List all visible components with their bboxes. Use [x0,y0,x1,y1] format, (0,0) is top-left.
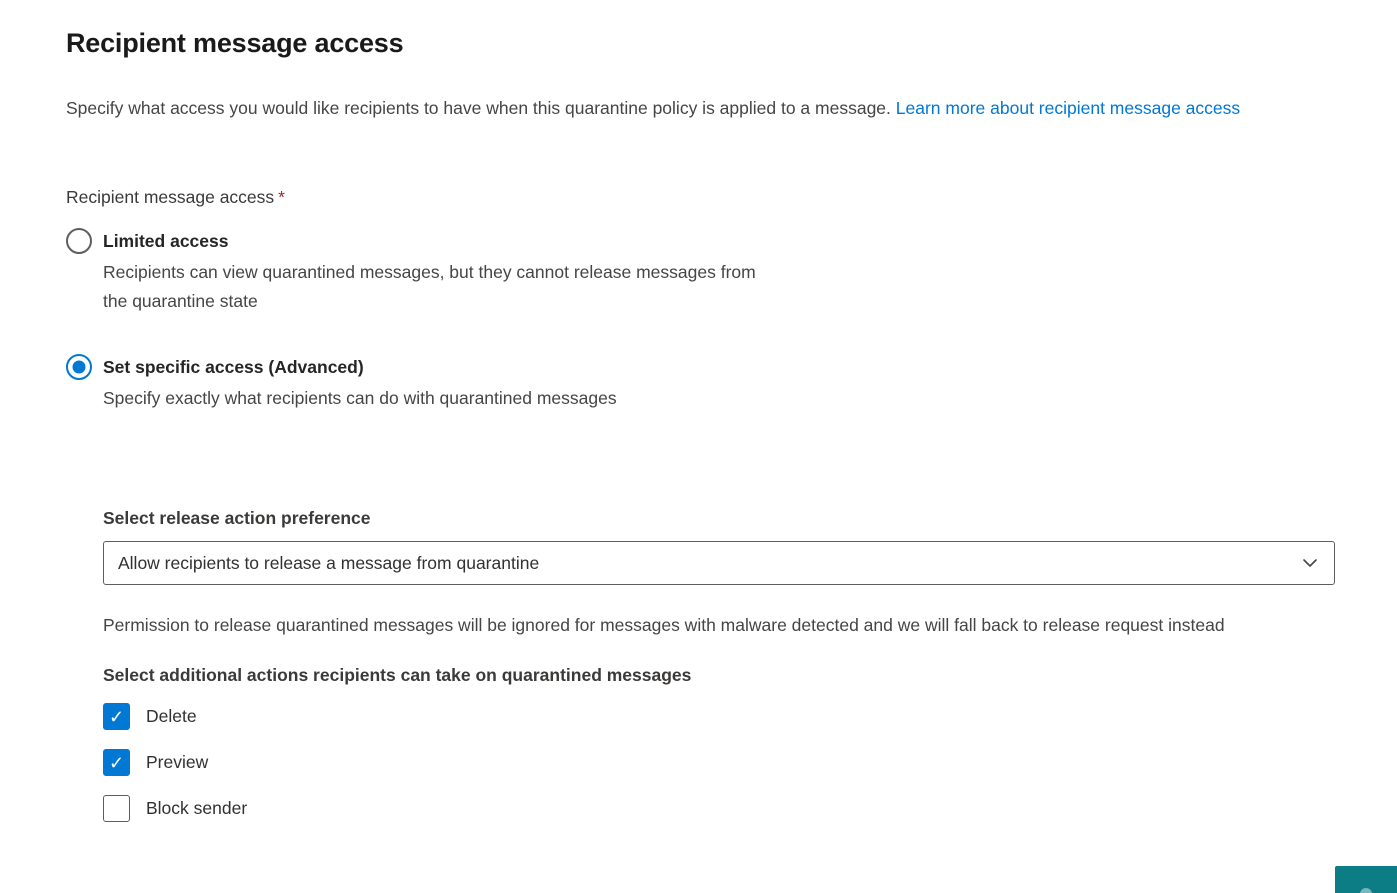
checkbox-row-block-sender[interactable] [103,795,1397,822]
radio-button-unselected[interactable] [66,228,92,254]
learn-more-link[interactable]: Learn more about recipient message access [895,98,1241,118]
checkbox-label: Delete [146,706,197,726]
checkbox-checked[interactable] [103,703,130,730]
additional-actions-checkbox-list [103,703,1397,822]
help-icon [1360,888,1372,893]
checkmark-icon: ✓ [108,752,125,773]
checkmark-icon: ✓ [108,706,125,727]
checkbox-row-delete[interactable] [103,703,1397,730]
radio-button-selected[interactable] [66,354,92,380]
checkbox-label: Block sender [146,798,248,818]
page-title: Recipient message access [66,28,404,58]
release-action-dropdown[interactable] [103,541,1335,585]
radio-option-description: Recipients can view quarantined messages, but they cannot release messages from the quarantine state [103,262,756,311]
required-marker: * [278,187,285,207]
checkbox-unchecked[interactable] [103,795,130,822]
page-description-text: Specify what access you would like recipients to have when this quarantine policy is applied to a message. [66,98,891,118]
radio-group-label-text: Recipient message access [66,187,275,207]
additional-actions-label: Select additional actions recipients can take on quarantined messages [103,665,692,685]
radio-option-limited-access[interactable] [66,228,1397,316]
checkbox-checked[interactable] [103,749,130,776]
radio-option-label: Set specific access (Advanced) [103,357,364,377]
radio-option-description: Specify exactly what recipients can do with quarantined messages [103,388,617,408]
page-description [66,94,1336,122]
release-action-selected-value: Allow recipients to release a message from quarantine [118,552,540,573]
radio-option-set-specific-access[interactable] [66,354,1397,413]
advanced-access-subsection [103,507,1397,822]
radio-group-label [66,186,1397,208]
checkbox-label: Preview [146,752,209,772]
radio-option-label: Limited access [103,231,229,251]
help-button[interactable] [1335,866,1397,893]
release-action-label: Select release action preference [103,508,371,528]
chevron-down-icon [1300,553,1320,573]
checkbox-row-preview[interactable] [103,749,1397,776]
release-action-help-text: Permission to release quarantined messages will be ignored for messages with malware detected and we will fall back to release request instead [103,615,1225,635]
